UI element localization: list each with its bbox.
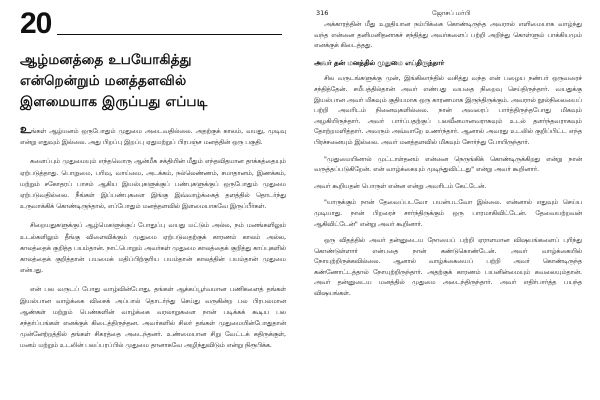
paragraph: அக்காரத்தின் மீது உறுதியான நம்பிக்கை கொண்டிருந்த அவரால் எளிமையாக வாழ்ந்து வந்த என்னை தனிமனிதனாகச் சந்தித்து அவர்களைப் பற்றி அறிந்து கொள்ளும் பாக்கியமும் எனக்குக் கிடைத்தது. — [314, 21, 582, 50]
running-header — [314, 6, 582, 20]
chapter-title-line: ஆழ்மனத்தை உபயோகித்து — [20, 52, 192, 68]
right-body-text — [314, 20, 582, 300]
dropcap-letter: உ — [20, 122, 31, 136]
chapter-header — [20, 8, 286, 38]
section-subheading: அவர் தன் மனத்தில் முதுமை எய்திருந்தார் — [314, 58, 445, 67]
paragraph — [20, 124, 286, 148]
chapter-rule — [57, 33, 282, 35]
chapter-title — [20, 50, 286, 113]
paragraph: ஒரு விதத்தில் அவர் தன்னுடைய நோயைப் பற்றி ஏராளமான விஷயங்களைப் புரிந்து கொண்டுள்ளார் என்பதை நான் கண்டுகொண்டேன். அவர் வாழ்க்கையில் நோயுற்றிருக்கவில்லை. ஆனால் வாழ்க்கையைப் பற்றி அவர் கொண்டிருந்த கண்ணோட்டத்தால் நோயுற்றிருந்தார். அதற்குக் காரணம் பயனின்மையும் கவலையும்தான். அவர் தன்னுடைய மனத்தில் முதுமை அடைந்திருந்தார். அவர் எதிர்பார்த்த பயந்த விஷயங்கள். — [314, 237, 582, 298]
running-head-title: ஜோசப் மர்பி — [432, 9, 471, 17]
page-number: 316 — [316, 9, 329, 17]
chapter-number: 20 — [20, 7, 52, 40]
paragraph: அவர் கூறியதன் பொருள் என்ன என்று அவரிடம் கேட்டேன். — [314, 182, 487, 190]
paragraph: "முதுமையினால் முட்டாள்தனம் என்னை நெருங்கிக் கொண்டிருக்கிறது என்று நான் வருத்தப்படுகிறேன். என் வாழ்க்கையும் முடிந்துவிட்டது" என்று அவர் கூறினார். — [314, 155, 582, 174]
chapter-title-line: என்றென்றும் மனத்தளவில் — [20, 73, 187, 89]
paragraph: என் பல வருடப் போது வாழ்வின்போது, தங்கள் ஆக்கப்பூர்வமான பணிகளைத் தங்கள் இயல்பான வாழ்க்கை விசைக் அப்பால் தொடர்ந்து செய்து வருகின்ற பல பிரபலமான ஆண்கள் மற்றும் பெண்களின் வாழ்க்கை வரலாறுகளை நான் படிக்கக் கூடிய பல சந்தர்ப்பங்கள் எனக்குக் கிடைத்திருந்தன. அவர்களில் சிலர் தங்கள் முதுமையின்போதுதான் முன்னேற்றத்தில் தங்கள் சிகரத்தை அடைந்தனர். உண்மையான சிறு வேட்டக் கதிருக்குள், மனம் மற்றும் உடலின் பலப்பரப்பில் முதுமை தானாகவே அழிந்துவிடும் என்று நிரூபிக்க. — [20, 286, 286, 350]
left-body-text — [20, 124, 286, 352]
chapter-title-line: இளமையாக இருப்பது எப்படி — [20, 94, 208, 110]
paragraph-text: ங்கள் ஆழ்மனம் ஒருபோதும் முதுமை அடைவதில்லை. அதற்குக் காலம், வயது, முடிவு என்று எதுவும் இல்லை. அது பிறப்பு இறப்பு ஏதுமற்றுப் பிரபஞ்ச மனத்தின் ஒரு பகுதி. — [20, 128, 286, 147]
paragraph: சில வருடங்களுக்கு முன், இங்கிலாந்தில் வசித்து வந்த என் பழைய நண்பர் ஒருவரைச் சந்தித்தேன். சமீபத்தில்தான் அவர் எண்பது வயதை நிறைவு செய்திருந்தார். வயதுக்கு இயல்பான அவர் மிகவும் குதியமாக ஒரு காரணமாக இருந்திருக்கும். அவரால் நூல்நிலையைப் பற்றி அவரிடம் நினைவுகளில்லை. நான் அவரைப் பார்த்திருந்தபோது மிகவும் அழகியிருந்தார். அவர் பார்ப்பதற்குப் பலவீனமானவராகவும் உடல் தளர்ந்தவராகவும் தோற்றமளித்தார். அவரும் அவ்வாறே உணர்ந்தார். ஆனால் அவரது உடலில் குறிப்பிட்ட எந்த பிரச்சனையும் இல்லை. அவர் மனத்தளவில் மிகவும் சோர்ந்து போயிருந்தார். — [314, 75, 582, 146]
paragraph: சிறையதுகளுக்குப் ஆழ்மெகளுக்குப் போதுப்பு வயது மட்டும் அல்ல, நம் மனங்களிலும் உடல்களிலும் தீங்கு விளைவிக்கும் முதுமை ஏற்படுவதற்குக் காரணம் காலம் அல்ல, காலத்தைக் குறித்த பயம்தான். நாட்பொறும் அவர்கள் முதுமை காலத்தைக் குறித்து காப்புகளில் காலத்தைக் குறித்தான் பயமைக் மதிப்பிற்குரிய பயம்தான் காலத்தின் பயம்தான் முதுமை என்பது. — [20, 222, 286, 275]
right-page — [300, 0, 600, 400]
paragraph: "யாருக்கும் நான் தேவைப்படவோ பயன்படவோ இல்லை. என்னால் எதுவும் செய்ய முடியாது. நான் பிறரைச் சார்ந்திருக்கும் ஒரு பாரமாகிவிட்டேன். தேவையற்றவன் ஆகிவிட்டேன்" என்று அவர் கூறினார். — [314, 199, 582, 228]
paragraph: களைப்பும் முதுமையும் எந்தவொரு ஆன்மீக சக்தியின் மீதும் எந்தவிதமான தாக்கத்தையும் ஏற்படுத்தாது. பொறுமை, பரிவு, வாய்மை, அடக்கம், நல்லெண்ணம், சமாதானம், இணக்கம், மற்றும் சகோதரப் பாசம் ஆகிய இயல்புகளுக்குப் பண்புகளுக்குப் ஒருபோதும் முதுமை ஏற்படுவதில்லை. நீங்கள் இப்பண்புகளை இங்கு இவ்வாழ்க்கைத் தளத்தில் தொடர்ந்து உருவாக்கிக் கொண்டிருந்தால், எப்போதும் மனத்தளவில் இளமையாகவே இருப்பீர்கள். — [20, 158, 286, 211]
